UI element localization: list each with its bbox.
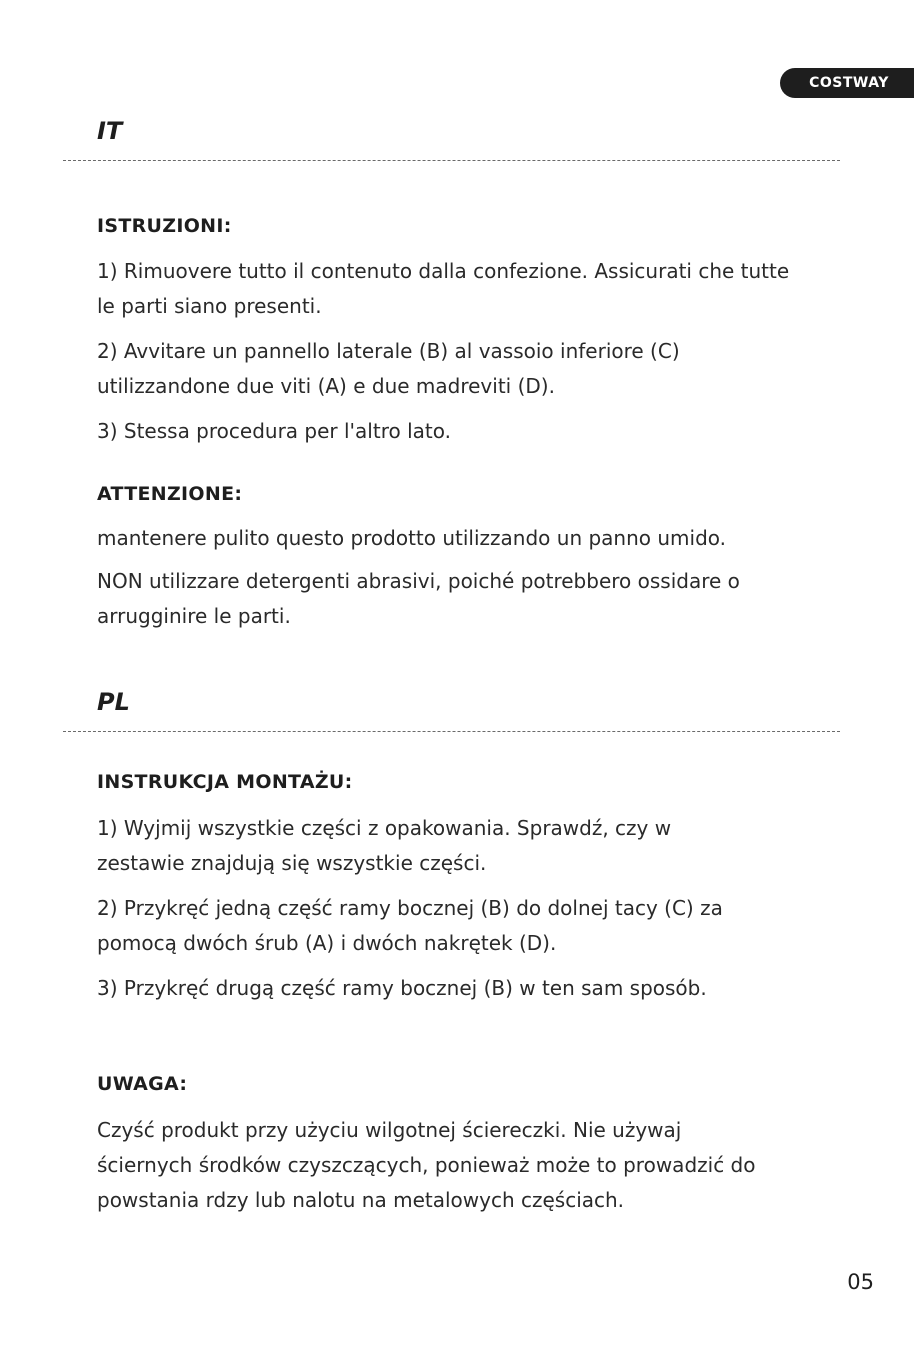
instruction-step-it-2: 2) Avvitare un pannello laterale (B) al vassoio inferiore (C) utilizzandone due viti (A) e due madreviti (D). — [97, 339, 680, 398]
warning-text-it-1: mantenere pulito questo prodotto utilizzando un panno umido. — [97, 526, 727, 550]
instruction-step-it-1: 1) Rimuovere tutto il contenuto dalla confezione. Assicurati che tutte le parti siano presenti. — [97, 259, 790, 318]
instruction-step-pl-2: 2) Przykręć jedną część ramy bocznej (B) do dolnej tacy (C) za pomocą dwóch śrub (A) i dwóch nakrętek (D). — [97, 896, 723, 955]
warning-text-it-2: NON utilizzare detergenti abrasivi, poiché potrebbero ossidare o arrugginire le parti. — [97, 569, 740, 628]
warning-heading-it: ATTENZIONE: — [97, 483, 243, 505]
section-divider-it — [63, 160, 840, 161]
warning-text-pl: Czyść produkt przy użyciu wilgotnej ściereczki. Nie używaj ściernych środków czyszczących, ponieważ może to prowadzić do powstania rdzy lub nalotu na metalowych częściach. — [97, 1118, 756, 1212]
instructions-heading-it: ISTRUZIONI: — [97, 215, 232, 237]
instructions-heading-pl: INSTRUKCJA MONTAŻU: — [97, 771, 353, 793]
brand-logo: COSTWAY — [780, 68, 914, 98]
warning-heading-pl: UWAGA: — [97, 1073, 188, 1095]
section-divider-pl — [63, 731, 840, 732]
page-number: 05 — [847, 1270, 874, 1294]
section-language-it: IT — [97, 117, 123, 145]
section-language-pl: PL — [97, 688, 130, 716]
instruction-step-pl-1: 1) Wyjmij wszystkie części z opakowania. Sprawdź, czy w zestawie znajdują się wszystkie części. — [97, 816, 672, 875]
instruction-step-pl-3: 3) Przykręć drugą część ramy bocznej (B) w ten sam sposób. — [97, 976, 707, 1000]
instruction-step-it-3: 3) Stessa procedura per l'altro lato. — [97, 419, 451, 443]
